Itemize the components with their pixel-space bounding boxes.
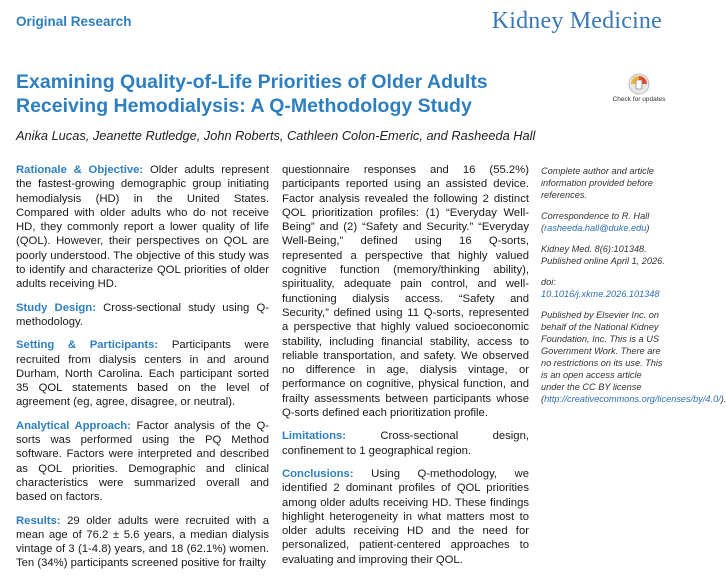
- doi: doi: 10.1016/j.xkme.2026.101348: [541, 277, 660, 299]
- abstract-study-design: Study Design: Cross-sectional study using Q-methodology.: [16, 301, 269, 328]
- abstract-rationale: Rationale & Objective: Older adults represent the fastest-growing demographic group initiating hemodialysis (HD) in the United States. Compared with older adults who do not receive HD, they commonly report a lower quality of life (QOL). However, their perspectives on QOL are poorly understood. The objective of this study was to identify and characterize QOL priorities of older adults receiving HD.: [16, 164, 269, 291]
- abstract-results: Results: 29 older adults were recruited with a mean age of 76.2 ± 5.6 years, a median dialysis vintage of 3 (1-4.8) years, and 18 (62.1%) women. Ten (34%) participants screened positive for frailty: [16, 514, 269, 570]
- abstract-limitations: Limitations: Cross-sectional design, confinement to 1 geographical region.: [282, 430, 530, 457]
- abstract-column-2: [282, 163, 529, 576]
- abstract-analytical-approach: Analytical Approach: Factor analysis of the Q-sorts was performed using the PQ Method software. Factors were interpreted and described as QOL priorities. Demographic and clinical characteristics were summarized overall and based on factors.: [16, 419, 270, 504]
- correspondence-email-link[interactable]: rasheeda.hall@duke.edu: [544, 223, 647, 233]
- doi-link[interactable]: 10.1016/j.xkme.2026.101348: [541, 289, 660, 299]
- correspondence: Correspondence to R. Hall (rasheeda.hall@duke.edu): [541, 211, 650, 233]
- abstract-setting: Setting & Participants: Participants were recruited from dialysis centers in and around Durham, North Carolina. Each participant sorted 35 QOL statements based on the level of agreement (eg, agree, disagree, or neutral).: [16, 339, 269, 409]
- abstract-results-continued: questionnaire responses and 16 (55.2%) participants reported using an assisted device. Factor analysis revealed the following 2 distinct QOL prioritization profiles: (1) “Everyday Well-Being” and (2) “Safety and Security.” “Everyday Well-Being,” defined using 16 Q-sorts, represented a perspective that highly valued cognitive function (memory/thinking ability), spirituality, adequate pain control, and well-functioning dialysis access. “Safety and Security,” defined using 11 Q-sorts, represented a perspective that highly valued socioeconomic stability, including financial stability, access to reliable transportation, and safety. We observed no difference in age, dialysis vintage, or performance on cognitive, physical function, and frailty assessments between participants whose Q-sorts defined each prioritization profile.: [282, 164, 529, 420]
- abstract-column-1: [16, 163, 269, 580]
- author-list: Anika Lucas, Jeanette Rutledge, John Roberts, Cathleen Colon-Emeric, and Rasheeda Hall: [16, 128, 536, 143]
- section-label: Original Research: [16, 14, 132, 29]
- license-link[interactable]: http://creativecommons.org/licenses/by/4.0/: [544, 394, 721, 404]
- article-title: Examining Quality-of-Life Priorities of Older Adults Receiving Hemodialysis: A Q-Methodology Study: [16, 71, 488, 117]
- abstract-conclusions: Conclusions: Using Q-methodology, we identified 2 dominant profiles of QOL priorities among older adults receiving HD. These findings highlight heterogeneity in what matters most to older adults receiving HD and the need for personalized, patient-centered approaches to evaluating and improving their QOL.: [282, 467, 530, 566]
- check-for-updates-label[interactable]: Check for updates: [612, 96, 666, 103]
- article-info-sidebar: [541, 165, 726, 414]
- author-info-note: Complete author and article information provided before references.: [541, 166, 654, 200]
- citation: Kidney Med. 8(6):101348. Published online April 1, 2026.: [541, 244, 665, 266]
- journal-logo: Kidney Medicine: [491, 8, 662, 34]
- license-note: Published by Elsevier Inc. on behalf of the National Kidney Foundation, Inc. This is a US Government Work. There are no restrictions on its use. This is an open access article under the CC BY license (http://creativecommons.org/licenses/by/4.0/).: [541, 310, 726, 404]
- check-for-updates-icon[interactable]: [620, 72, 658, 110]
